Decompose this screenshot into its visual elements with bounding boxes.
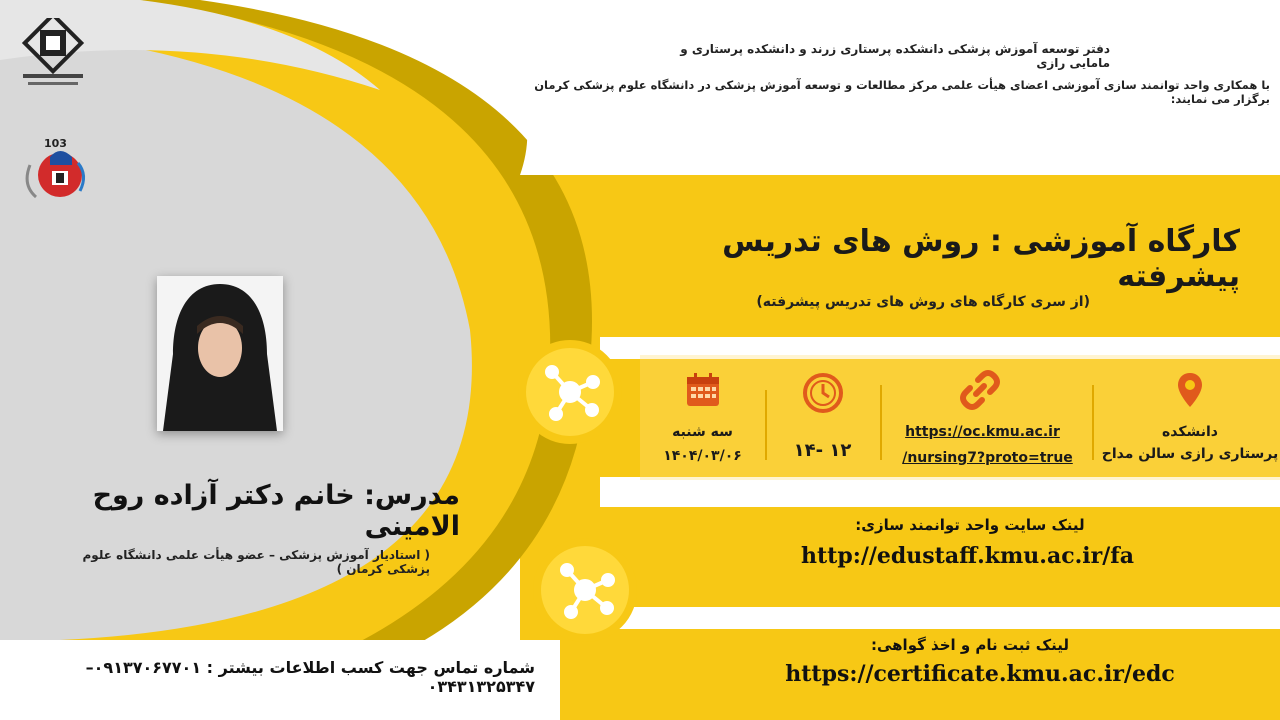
session-day: سه شنبه [672,424,733,440]
session-date: ۱۴۰۴/۰۳/۰۶ [663,448,742,464]
location-line-1: دانشکده [1162,424,1218,440]
instructor-name: مدرس: خانم دکتر آزاده روح الامینی [92,480,460,542]
instructor-role: ( استادیار آموزش پزشکی – عضو هیأت علمی دانشگاه علوم پزشکی کرمان ) [82,548,430,576]
divider [765,390,767,460]
workshop-title: کارگاه آموزشی : روش های تدریس پیشرفته [722,224,1240,294]
online-link-line-2[interactable]: /nursing7?proto=true [902,450,1073,466]
certificate-link-label: لینک ثبت نام و اخذ گواهی: [870,636,1070,654]
contact-info: شماره تماس جهت کسب اطلاعات بیشتر : ۰۹۱۳۷۰۶۷۷۰۱– ۰۳۴۳۱۳۲۵۳۴۷ [85,658,535,696]
workshop-subtitle: (از سری کارگاه های روش های تدریس پیشرفته) [756,294,1090,310]
svg-text:103: 103 [44,137,67,150]
session-time: ۱۲ -۱۴ [793,440,852,461]
university-logo [18,18,88,98]
header-line-2: با همکاری واحد توانمند سازی آموزشی اعضای هیأت علمی مرکز مطالعات و توسعه آموزش پزشکی در دانشگاه علوم پزشکی کرمان برگزار می نمایند: [534,78,1270,106]
link-icon [958,368,1002,412]
online-link-line-1[interactable]: https://oc.kmu.ac.ir [905,424,1060,440]
clock-icon [802,372,844,414]
faculty-logo [22,135,92,215]
certificate-link[interactable]: https://certificate.kmu.ac.ir/edc [785,661,1175,687]
edustaff-link-label: لینک سایت واحد توانمند سازی: [855,516,1085,534]
calendar-icon [685,372,721,408]
header-line-1: دفتر توسعه آموزش پزشکی دانشکده پرستاری زرند و دانشکده پرستاری و مامایی رازی [680,42,1110,70]
edustaff-link[interactable]: http://edustaff.kmu.ac.ir/fa [801,543,1134,569]
divider [880,385,882,460]
location-line-2: پرستاری رازی سالن مداح [1101,446,1279,462]
map-pin-icon [1177,372,1203,408]
instructor-photo [157,276,283,431]
divider [1092,385,1094,460]
